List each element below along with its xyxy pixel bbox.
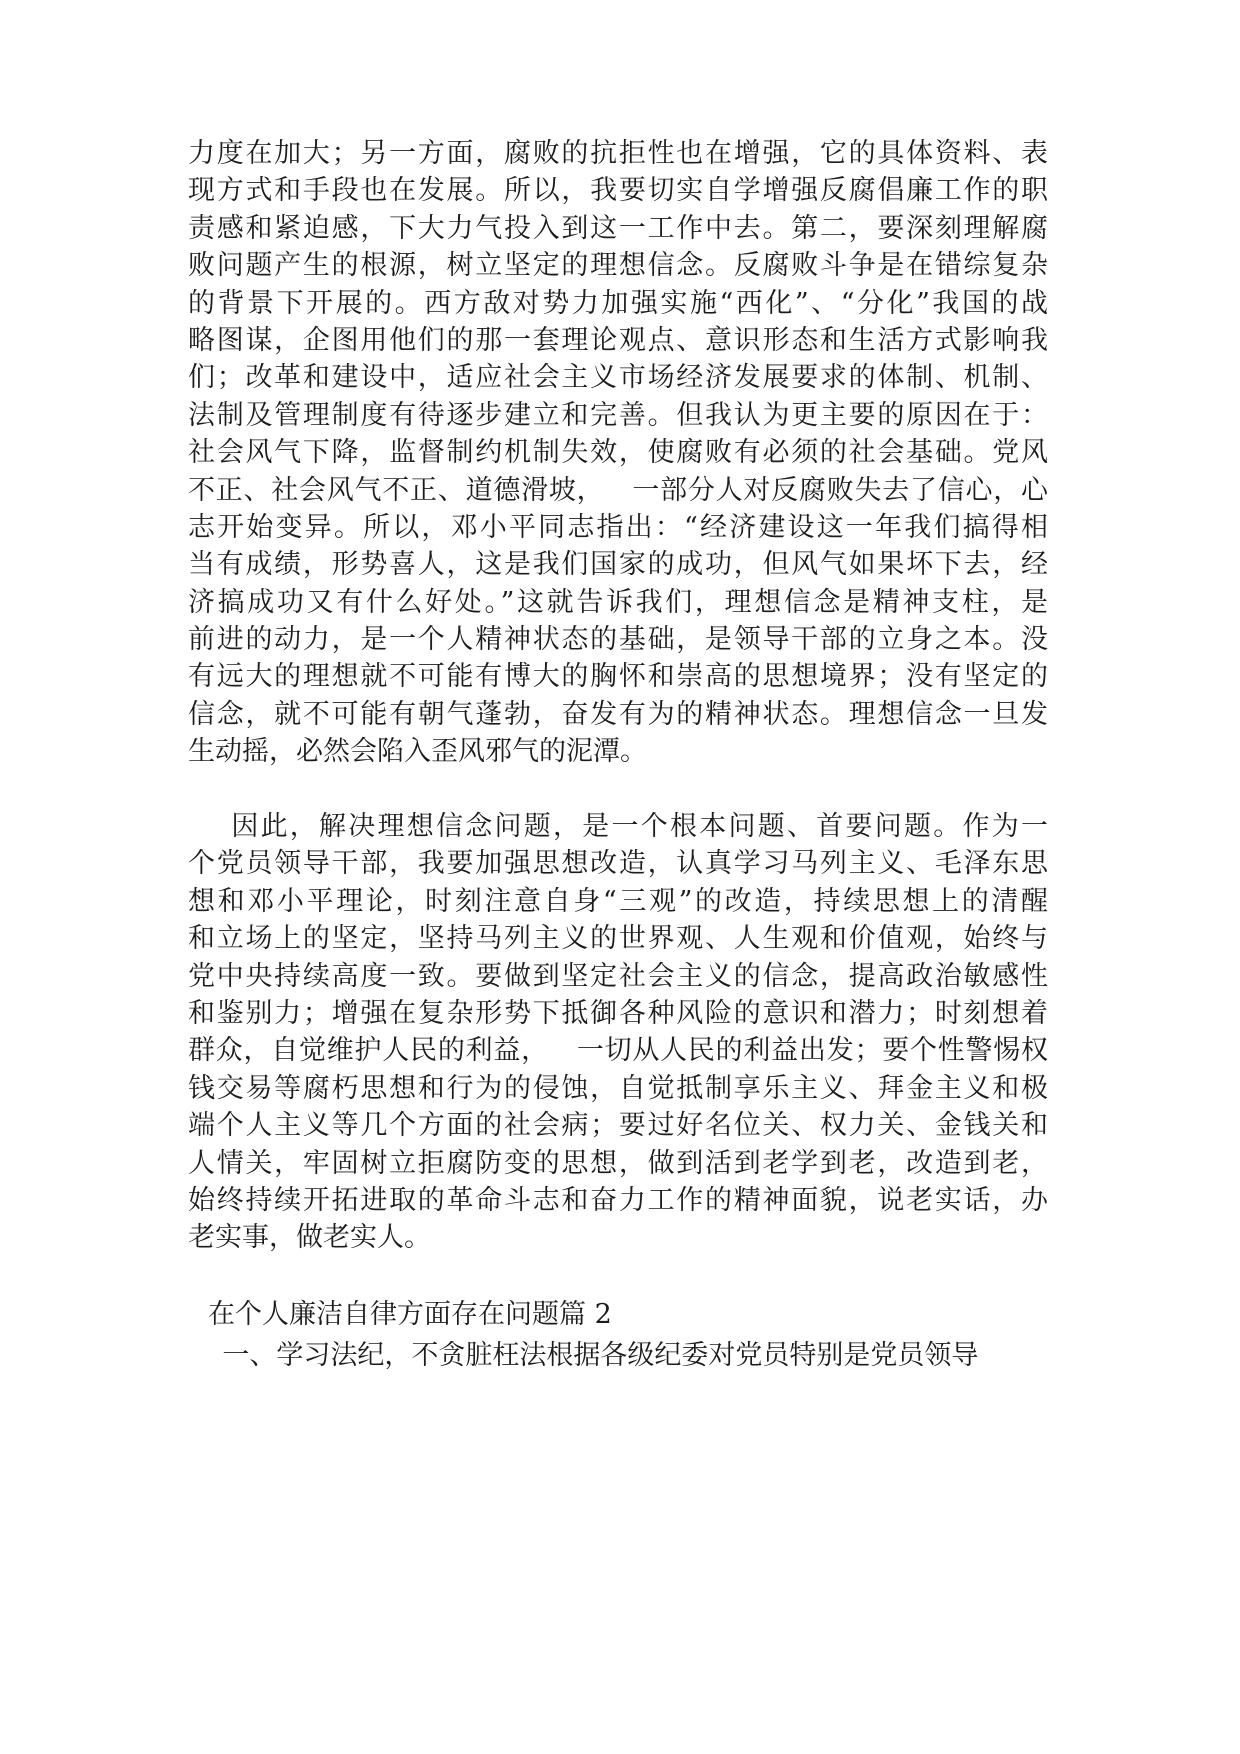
text-line: 生动摇，必然会陷入歪风邪气的泥潭。	[188, 736, 647, 768]
text-line: 不正、社会风气不正、道德滑坡， 一部分人对反腐败失去了信心，心	[188, 474, 1048, 506]
text-line: 信念，就不可能有朝气蓬勃，奋发有为的精神状态。理想信念一旦发	[188, 698, 1048, 730]
text-line: 因此，解决理想信念问题，是一个根本问题、首要问题。作为一	[188, 811, 1048, 842]
text-line: 始终持续开拓进取的革命斗志和奋力工作的精神面貌，说老实话，办	[188, 1184, 1048, 1216]
paragraph-1	[188, 135, 1048, 771]
text-line: 和立场上的坚定，坚持马列主义的世界观、人生观和价值观，始终与	[188, 923, 1048, 955]
text-line: 有远大的理想就不可能有博大的胸怀和崇高的思想境界；没有坚定的	[188, 661, 1048, 693]
text-line: 端个人主义等几个方面的社会病；要过好名位关、权力关、金钱关和	[188, 1110, 1048, 1142]
text-line: 想和邓小平理论，时刻注意自身“三观”的改造，持续思想上的清醒	[188, 885, 1048, 917]
text-line: 党中央持续高度一致。要做到坚定社会主义的信念，提高政治敏感性	[188, 960, 1048, 992]
text-line: 的背景下开展的。西方敌对势力加强实施“西化”、“分化”我国的战	[188, 287, 1048, 319]
text-line: 个党员领导干部，我要加强思想改造，认真学习马列主义、毛泽东思	[188, 848, 1048, 880]
text-line: 志开始变异。所以，邓小平同志指出：“经济建设这一年我们搞得相	[188, 511, 1048, 543]
text-line: 法制及管理制度有待逐步建立和完善。但我认为更主要的原因在于：	[188, 399, 1048, 431]
text-line: 人情关，牢固树立拒腐防变的思想，做到活到老学到老，改造到老，	[188, 1147, 1048, 1179]
text-line: 和鉴别力；增强在复杂形势下抵御各种风险的意识和潜力；时刻想着	[188, 997, 1048, 1029]
text-line: 败问题产生的根源，树立坚定的理想信念。反腐败斗争是在错综复杂	[188, 250, 1048, 282]
paragraph-2	[188, 808, 1048, 1257]
text-line: 济搞成功又有什么好处。”这就告诉我们，理想信念是精神支柱，是	[188, 586, 1048, 618]
section-heading: 在个人廉洁自律方面存在问题篇 2	[208, 1299, 612, 1330]
text-line: 现方式和手段也在发展。所以，我要切实自学增强反腐倡廉工作的职	[188, 175, 1048, 207]
text-line: 略图谋，企图用他们的那一套理论观点、意识形态和生活方式影响我	[188, 324, 1048, 356]
text-line: 群众，自觉维护人民的利益， 一切从人民的利益出发；要个性警惕权	[188, 1035, 1048, 1067]
text-line: 前进的动力，是一个人精神状态的基础，是领导干部的立身之本。没	[188, 624, 1048, 656]
text-line: 责感和紧迫感，下大力气投入到这一工作中去。第二，要深刻理解腐	[188, 212, 1048, 244]
text-line: 社会风气下降，监督制约机制失效，使腐败有必须的社会基础。党风	[188, 437, 1048, 469]
text-line: 们；改革和建设中，适应社会主义市场经济发展要求的体制、机制、	[188, 362, 1048, 394]
section-intro-line: 一、学习法纪，不贪脏枉法根据各级纪委对党员特别是党员领导	[188, 1340, 979, 1371]
text-line: 力度在加大；另一方面，腐败的抗拒性也在增强，它的具体资料、表	[188, 138, 1048, 169]
text-line: 钱交易等腐朽思想和行为的侵蚀，自觉抵制享乐主义、拜金主义和极	[188, 1072, 1048, 1104]
text-line: 当有成绩，形势喜人，这是我们国家的成功，但风气如果坏下去，经	[188, 549, 1048, 581]
text-line: 老实事，做老实人。	[188, 1222, 431, 1254]
